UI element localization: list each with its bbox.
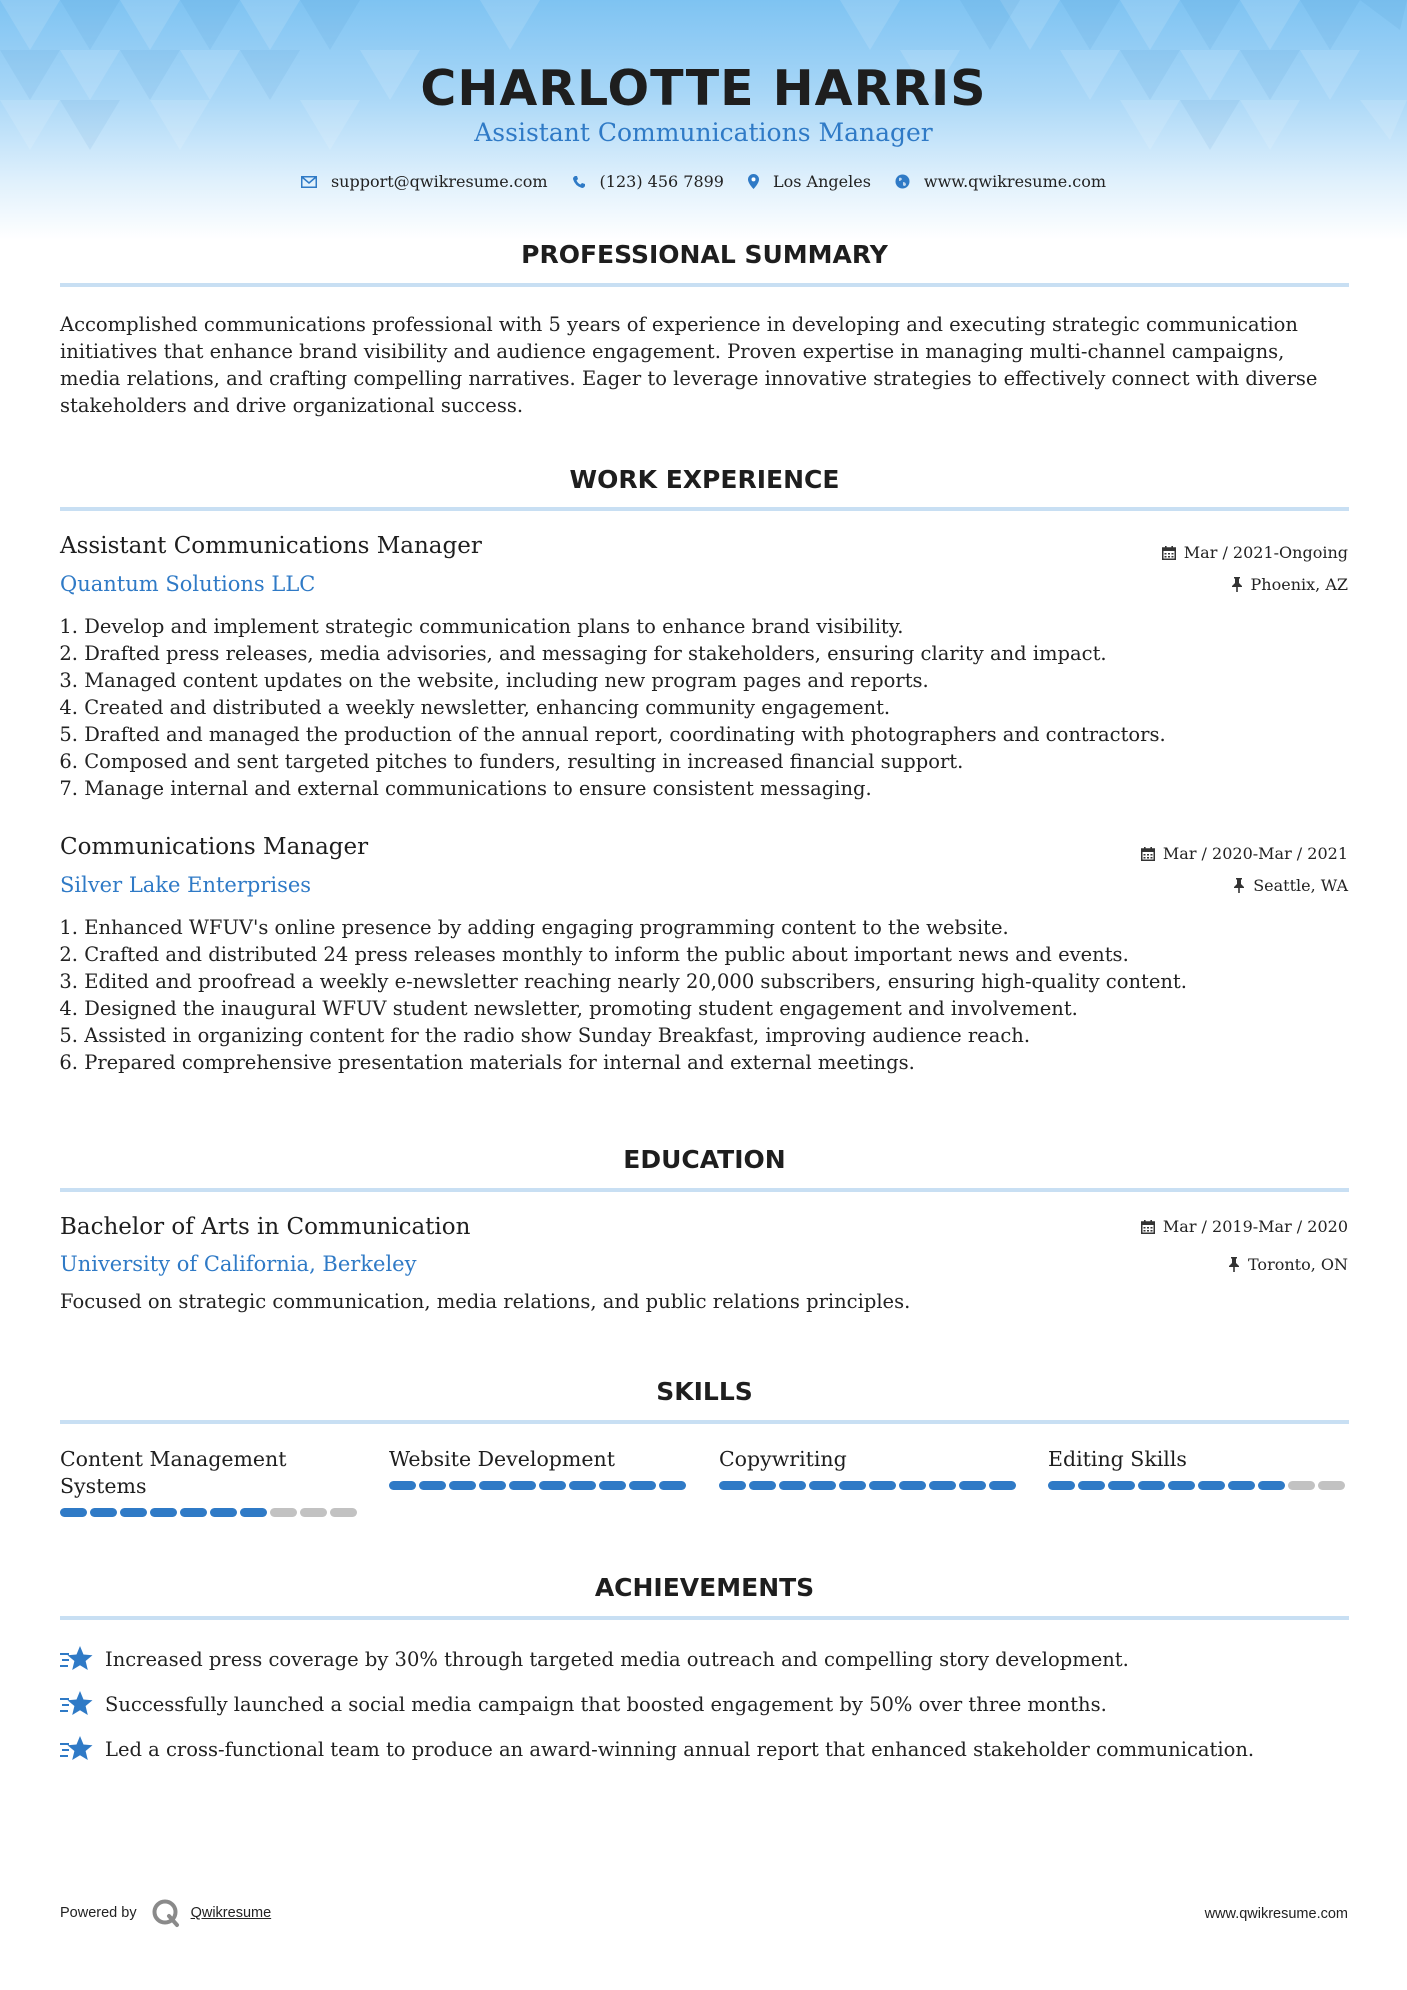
company-name: Silver Lake Enterprises (60, 873, 312, 897)
skill-segment-filled (869, 1481, 896, 1490)
education-location-text: Toronto, ON (1248, 1255, 1348, 1274)
skill-item (389, 1446, 689, 1490)
contact-website[interactable] (895, 172, 1106, 191)
candidate-name: CHARLOTTE HARRIS (420, 60, 987, 117)
map-marker-icon (748, 174, 759, 189)
education-divider (60, 1188, 1349, 1192)
star-icon (60, 1735, 93, 1763)
skill-segment-empty (1288, 1481, 1315, 1490)
skills-heading: SKILLS (656, 1377, 753, 1406)
summary-divider (60, 283, 1349, 287)
experience-divider (60, 507, 1349, 511)
skill-name: Editing Skills (1048, 1447, 1187, 1471)
list-item: 7. Manage internal and external communications to ensure consistent messaging. (59, 777, 872, 800)
candidate-title: Assistant Communications Manager (474, 118, 933, 147)
education-description: Focused on strategic communication, media relations, and public relations principles. (60, 1290, 911, 1313)
achievement-item (60, 1690, 1107, 1718)
skill-segment-filled (1138, 1481, 1165, 1490)
education-dates (1141, 1217, 1348, 1236)
contact-phone[interactable] (572, 172, 724, 191)
list-item: 1. Develop and implement strategic communication plans to enhance brand visibility. (59, 615, 904, 638)
skill-item (60, 1446, 360, 1517)
skill-segment-filled (989, 1481, 1016, 1490)
skill-level-bar (719, 1481, 1019, 1490)
job-location-text: Phoenix, AZ (1250, 575, 1348, 594)
skill-segment-filled (210, 1508, 237, 1517)
skill-level-bar (60, 1508, 360, 1517)
calendar-icon (1141, 1220, 1155, 1234)
job-bullets (55, 914, 1345, 1076)
company-name: Quantum Solutions LLC (60, 572, 316, 596)
education-location (1228, 1255, 1348, 1274)
phone-icon (572, 175, 586, 189)
skill-level-bar (389, 1481, 689, 1490)
job-location (1231, 575, 1348, 594)
envelope-icon (301, 176, 317, 188)
skill-segment-filled (809, 1481, 836, 1490)
list-item: 4. Created and distributed a weekly newsletter, enhancing community engagement. (59, 696, 891, 719)
globe-icon (895, 174, 910, 189)
skill-segment-filled (1108, 1481, 1135, 1490)
calendar-icon (1141, 847, 1155, 861)
website-text: www.qwikresume.com (923, 172, 1107, 191)
achievement-text: Increased press coverage by 30% through targeted media outreach and compelling story development. (105, 1647, 1129, 1671)
skill-level-bar (1048, 1481, 1348, 1490)
list-item: 3. Managed content updates on the website, including new program pages and reports. (59, 669, 929, 692)
list-item: 4. Designed the inaugural WFUV student newsletter, promoting student engagement and involvement. (59, 997, 1078, 1020)
job-title: Communications Manager (60, 834, 369, 860)
experience-heading: WORK EXPERIENCE (569, 465, 840, 494)
job-title: Assistant Communications Manager (60, 533, 482, 559)
summary-text: Accomplished communications professional with 5 years of experience in developing and executing strategic communication initiatives that enhance brand visibility and audience engagement. Proven expertise in managing multi-channel campaigns, media relations, and crafting compelling narratives. Eager to leverage innovative strategies to effectively connect with diverse stakeholders and drive organizational success. (60, 313, 1318, 417)
contact-bar (0, 172, 1407, 191)
contact-email[interactable] (301, 172, 548, 191)
star-icon (60, 1645, 93, 1673)
skill-item (719, 1446, 1019, 1490)
pushpin-icon (1233, 878, 1245, 893)
skill-name: Copywriting (719, 1447, 847, 1471)
phone-text: (123) 456 7899 (599, 172, 724, 191)
achievement-item (60, 1735, 1254, 1763)
skill-segment-empty (270, 1508, 297, 1517)
qwikresume-logo-icon (151, 1898, 181, 1928)
skill-segment-filled (959, 1481, 986, 1490)
skill-segment-filled (1198, 1481, 1225, 1490)
skill-segment-filled (240, 1508, 267, 1517)
skill-name: Website Development (389, 1447, 615, 1471)
location-text: Los Angeles (772, 172, 871, 191)
list-item: 3. Edited and proofread a weekly e-newsletter reaching nearly 20,000 subscribers, ensuring high-quality content. (59, 970, 1187, 993)
job-dates (1141, 844, 1348, 863)
skill-segment-filled (1168, 1481, 1195, 1490)
powered-by-label: Powered by (60, 1905, 137, 1921)
skills-divider (60, 1420, 1349, 1424)
skill-segment-filled (419, 1481, 446, 1490)
skill-segment-filled (479, 1481, 506, 1490)
skill-segment-filled (929, 1481, 956, 1490)
skill-segment-empty (330, 1508, 357, 1517)
job-dates-text: Mar / 2021-Ongoing (1183, 543, 1348, 562)
job-bullets (55, 613, 1345, 802)
list-item: 2. Drafted press releases, media advisories, and messaging for stakeholders, ensuring clarity and impact. (59, 642, 1107, 665)
skill-segment-filled (719, 1481, 746, 1490)
achievement-item (60, 1645, 1129, 1673)
list-item: 6. Prepared comprehensive presentation materials for internal and external meetings. (59, 1051, 915, 1074)
skill-item (1048, 1446, 1348, 1490)
achievement-text: Led a cross-functional team to produce an award-winning annual report that enhanced stakeholder communication. (105, 1737, 1255, 1761)
skill-segment-filled (60, 1508, 87, 1517)
achievements-divider (60, 1616, 1349, 1620)
summary-heading: PROFESSIONAL SUMMARY (521, 240, 888, 269)
footer-powered-by (60, 1898, 271, 1928)
school-name: University of California, Berkeley (60, 1252, 417, 1276)
skill-segment-filled (1048, 1481, 1075, 1490)
skill-segment-filled (120, 1508, 147, 1517)
list-item: 2. Crafted and distributed 24 press releases monthly to inform the public about important news and events. (59, 943, 1129, 966)
job-location-text: Seattle, WA (1253, 876, 1348, 895)
skill-segment-filled (1258, 1481, 1285, 1490)
job-location (1233, 876, 1348, 895)
pushpin-icon (1231, 577, 1243, 592)
job-dates-text: Mar / 2020-Mar / 2021 (1162, 844, 1348, 863)
list-item: 6. Composed and sent targeted pitches to funders, resulting in increased financial support. (59, 750, 964, 773)
contact-location (748, 172, 871, 191)
skill-segment-filled (389, 1481, 416, 1490)
skill-segment-filled (449, 1481, 476, 1490)
skill-segment-filled (659, 1481, 686, 1490)
pushpin-icon (1228, 1257, 1240, 1272)
list-item: 5. Drafted and managed the production of the annual report, coordinating with photographers and contractors. (59, 723, 1166, 746)
skill-segment-filled (1078, 1481, 1105, 1490)
skill-segment-filled (569, 1481, 596, 1490)
achievements-heading: ACHIEVEMENTS (594, 1573, 815, 1602)
job-dates (1162, 543, 1348, 562)
skill-segment-filled (839, 1481, 866, 1490)
skill-segment-empty (1318, 1481, 1345, 1490)
skill-segment-filled (749, 1481, 776, 1490)
skill-segment-filled (180, 1508, 207, 1517)
skill-segment-filled (629, 1481, 656, 1490)
skill-segment-filled (90, 1508, 117, 1517)
star-icon (60, 1690, 93, 1718)
footer-website[interactable]: www.qwikresume.com (1204, 1906, 1348, 1922)
list-item: 1. Enhanced WFUV's online presence by adding engaging programming content to the website. (59, 916, 1009, 939)
skill-name: Content Management Systems (60, 1447, 287, 1498)
skill-segment-empty (300, 1508, 327, 1517)
list-item: 5. Assisted in organizing content for the radio show Sunday Breakfast, improving audience reach. (59, 1024, 1031, 1047)
skill-segment-filled (779, 1481, 806, 1490)
skill-segment-filled (539, 1481, 566, 1490)
brand-link[interactable]: Qwikresume (190, 1905, 272, 1921)
calendar-icon (1162, 546, 1176, 560)
skill-segment-filled (1228, 1481, 1255, 1490)
education-heading: EDUCATION (623, 1145, 786, 1174)
degree-title: Bachelor of Arts in Communication (60, 1214, 471, 1240)
email-text: support@qwikresume.com (330, 172, 548, 191)
skill-segment-filled (899, 1481, 926, 1490)
achievement-text: Successfully launched a social media campaign that boosted engagement by 50% over three months. (105, 1692, 1107, 1716)
skill-segment-filled (150, 1508, 177, 1517)
education-dates-text: Mar / 2019-Mar / 2020 (1162, 1217, 1348, 1236)
skill-segment-filled (599, 1481, 626, 1490)
skill-segment-filled (509, 1481, 536, 1490)
